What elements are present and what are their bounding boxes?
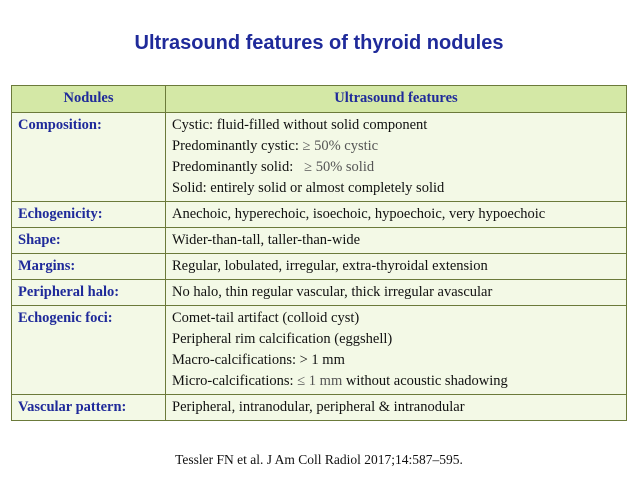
feature-line — [172, 136, 622, 157]
table-row — [12, 306, 627, 395]
table-row — [12, 254, 627, 280]
row-features — [166, 228, 627, 254]
row-label: Echogenic foci: — [12, 306, 166, 395]
row-label: Composition: — [12, 113, 166, 202]
feature-line: Comet-tail artifact (colloid cyst) — [172, 310, 360, 326]
feature-line — [172, 157, 622, 178]
row-label: Shape: — [12, 228, 166, 254]
header-nodules: Nodules — [12, 86, 166, 113]
header-ultrasound-features: Ultrasound features — [166, 86, 627, 113]
citation: Tessler FN et al. J Am Coll Radiol 2017;14:587–595. — [175, 452, 463, 467]
row-features — [166, 306, 627, 395]
table-row — [12, 228, 627, 254]
table-body — [12, 113, 627, 421]
feature-text: Micro-calcifications: — [172, 373, 298, 389]
feature-line: Anechoic, hyperechoic, isoechoic, hypoechoic, very hypoechoic — [172, 206, 546, 222]
row-features — [166, 280, 627, 306]
row-features — [166, 254, 627, 280]
table-row — [12, 113, 627, 202]
row-label: Margins: — [12, 254, 166, 280]
row-label: Vascular pattern: — [12, 395, 166, 421]
slide-title: Ultrasound features of thyroid nodules — [134, 32, 504, 54]
table-row — [12, 395, 627, 421]
feature-line: No halo, thin regular vascular, thick irregular avascular — [172, 284, 493, 300]
feature-line: Regular, lobulated, irregular, extra-thyroidal extension — [172, 258, 488, 274]
row-features — [166, 395, 627, 421]
table-row — [12, 202, 627, 228]
feature-line: Cystic: fluid-filled without solid component — [172, 117, 428, 133]
feature-threshold: ≥ 50% solid — [304, 159, 375, 175]
row-label: Peripheral halo: — [12, 280, 166, 306]
feature-text: Predominantly solid: — [172, 159, 305, 175]
feature-line: Solid: entirely solid or almost completely solid — [172, 180, 445, 196]
feature-line: Wider-than-tall, taller-than-wide — [172, 232, 361, 248]
row-features — [166, 113, 627, 202]
feature-text: Predominantly cystic: — [172, 138, 303, 154]
feature-line: Macro-calcifications: > 1 mm — [172, 352, 345, 368]
row-label: Echogenicity: — [12, 202, 166, 228]
feature-threshold: ≤ 1 mm — [297, 373, 343, 389]
feature-threshold: ≥ 50% cystic — [302, 138, 379, 154]
table-header-row — [12, 86, 627, 113]
feature-line: Peripheral, intranodular, peripheral & intranodular — [172, 399, 465, 415]
feature-text: without acoustic shadowing — [342, 373, 508, 389]
table-row — [12, 280, 627, 306]
features-table — [11, 85, 627, 421]
feature-line: Peripheral rim calcification (eggshell) — [172, 331, 393, 347]
row-features — [166, 202, 627, 228]
feature-line — [172, 371, 622, 392]
